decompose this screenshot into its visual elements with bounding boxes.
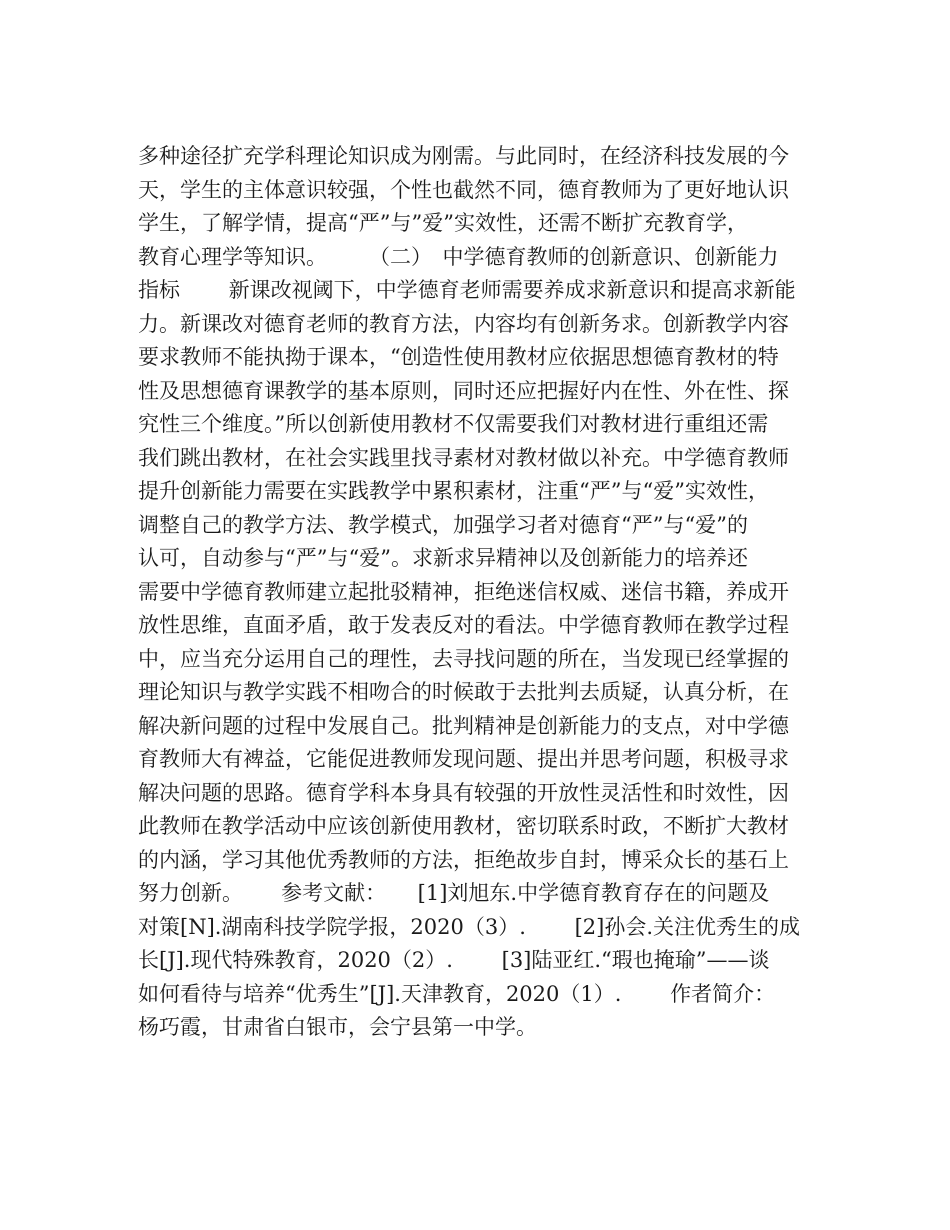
text-line: 学生，了解学情，提高“严”与”爱”实效性，还需不断扩充教育学， bbox=[138, 211, 748, 235]
reference-line: 如何看待与培养“优秀生”[J].天津教育，2020（1）. 作者简介： bbox=[138, 981, 776, 1006]
reference-line: 长[J].现代特殊教育，2020（2）. [3]陆亚红.“瑕也掩瑜”——谈 bbox=[138, 948, 770, 972]
text-line: 我们跳出教材，在社会实践里找寻素材对教材做以补充。中学德育教师 bbox=[138, 445, 789, 470]
text-line: 解决新问题的过程中发展自己。批判精神是创新能力的支点，对中学德 bbox=[138, 713, 789, 738]
text-line: 的内涵，学习其他优秀教师的方法，拒绝故步自封，博采众长的基石上 bbox=[138, 847, 789, 872]
text-line: 放性思维，直面矛盾，敢于发表反对的看法。中学德育教师在教学过程 bbox=[138, 613, 789, 637]
text-line: 指标 新课改视阈下，中学德育老师需要养成求新意识和提高求新能 bbox=[138, 278, 796, 302]
text-line: 解决问题的思路。德育学科本身具有较强的开放性灵活性和时效性，因 bbox=[138, 780, 789, 805]
text-line: 此教师在教学活动中应该创新使用教材，密切联系时政，不断扩大教材 bbox=[138, 814, 789, 838]
text-line: 提升创新能力需要在实践教学中累积素材，注重“严”与“爱”实效性， bbox=[138, 479, 769, 503]
text-line: 多种途径扩充学科理论知识成为刚需。与此同时，在经济科技发展的今 bbox=[138, 144, 789, 168]
text-line: 要求教师不能执拗于课本，“创造性使用教材应依据思想德育教材的特 bbox=[138, 345, 779, 369]
text-line: 需要中学德育教师建立起批驳精神，拒绝迷信权威、迷信书籍，养成开 bbox=[138, 579, 789, 604]
body-text bbox=[138, 140, 818, 1045]
text-line: 究性三个维度。”所以创新使用教材不仅需要我们对教材进行重组还需 bbox=[138, 412, 769, 436]
text-line: 性及思想德育课教学的基本原则，同时还应把握好内在性、外在性、探 bbox=[138, 378, 789, 403]
author-line: 杨巧霞，甘肃省白银市，会宁县第一中学。 bbox=[138, 1015, 537, 1039]
text-line: 教育心理学等知识。 （二） 中学德育教师的创新意识、创新能力 bbox=[138, 244, 779, 269]
text-line: 天，学生的主体意识较强，个性也截然不同，德育教师为了更好地认识 bbox=[138, 177, 789, 202]
text-line: 调整自己的教学方法、教学模式，加强学习者对德育“严”与“爱”的 bbox=[138, 512, 748, 537]
text-line: 力。新课改对德育老师的教育方法，内容均有创新务求。创新教学内容 bbox=[138, 311, 789, 336]
text-line: 中，应当充分运用自己的理性，去寻找问题的所在，当发现已经掌握的 bbox=[138, 646, 789, 671]
reference-line: 努力创新。 参考文献： [1]刘旭东.中学德育教育存在的问题及 bbox=[138, 881, 770, 905]
text-line: 育教师大有裨益，它能促进教师发现问题、提出并思考问题，积极寻求 bbox=[138, 747, 789, 771]
reference-line: 对策[N].湖南科技学院学报，2020（3）. [2]孙会.关注优秀生的成 bbox=[138, 914, 801, 939]
text-line: 认可，自动参与“严”与“爱”。求新求异精神以及创新能力的培养还 bbox=[138, 546, 748, 570]
text-line: 理论知识与教学实践不相吻合的时候敢于去批判去质疑，认真分析，在 bbox=[138, 680, 789, 704]
